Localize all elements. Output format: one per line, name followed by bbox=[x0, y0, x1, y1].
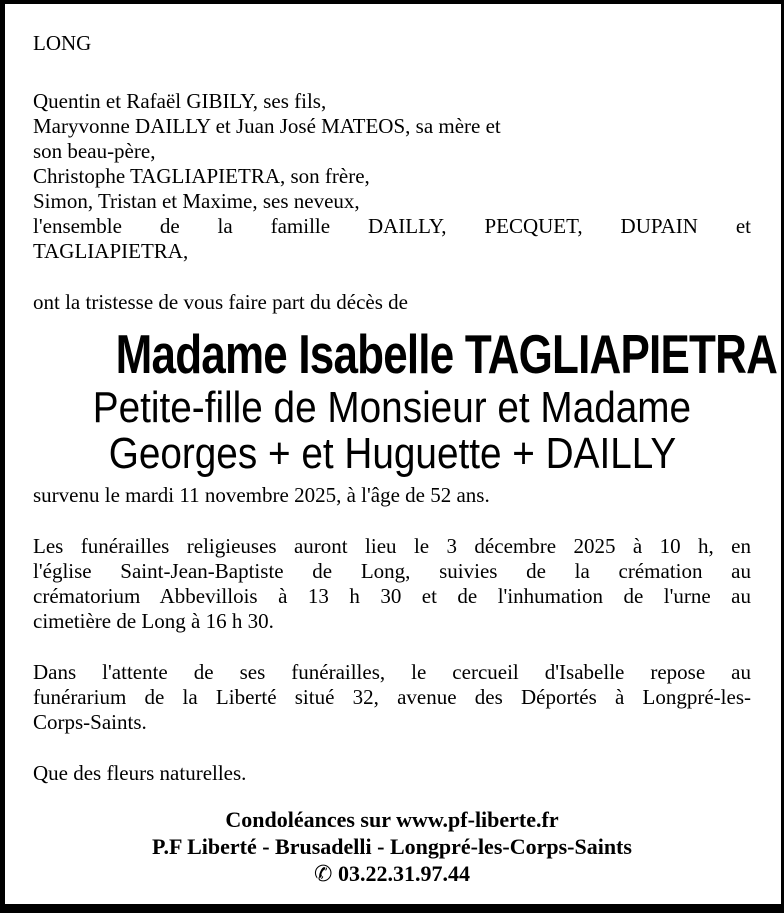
deceased-name-title bbox=[33, 323, 778, 385]
funeral-paragraph bbox=[33, 534, 751, 634]
text-line: Dans l'attente de ses funérailles, le cercueil d'Isabelle repose au bbox=[33, 660, 751, 684]
phone-icon: ✆ bbox=[314, 862, 333, 887]
text-line: son beau-père, bbox=[33, 139, 156, 163]
text-line: Corps-Saints. bbox=[33, 710, 147, 734]
text-line bbox=[33, 431, 751, 477]
repose-paragraph bbox=[33, 660, 751, 735]
text-line: TAGLIAPIETRA, bbox=[33, 239, 189, 263]
text-line: Christophe TAGLIAPIETRA, son frère, bbox=[33, 164, 370, 188]
text-line: Simon, Tristan et Maxime, ses neveux, bbox=[33, 189, 360, 213]
phone-number: 03.22.31.97.44 bbox=[337, 861, 470, 886]
condolences-line: Condoléances sur www.pf-liberte.fr bbox=[225, 807, 559, 832]
subtitle-block bbox=[33, 385, 751, 477]
death-date-line: survenu le mardi 11 novembre 2025, à l'âge de 52 ans. bbox=[33, 483, 490, 507]
text-line: crématorium Abbevillois à 13 h 30 et de l'inhumation de l'urne au bbox=[33, 584, 751, 608]
phone-line bbox=[33, 860, 751, 888]
intro-line: ont la tristesse de vous faire part du décès de bbox=[33, 290, 408, 314]
deceased-name-text: Madame Isabelle TAGLIAPIETRA bbox=[115, 323, 778, 385]
text-line-inner: Petite-fille de Monsieur et Madame bbox=[92, 383, 692, 432]
text-line: cimetière de Long à 16 h 30. bbox=[33, 609, 274, 633]
text-line bbox=[33, 385, 751, 431]
text-line: Maryvonne DAILLY et Juan José MATEOS, sa mère et bbox=[33, 114, 501, 138]
funeral-home-line: P.F Liberté - Brusadelli - Longpré-les-Corps-Saints bbox=[152, 834, 632, 859]
text-line: funérarium de la Liberté situé 32, avenue des Déportés à Longpré-les- bbox=[33, 685, 751, 709]
family-list bbox=[33, 89, 751, 264]
notice-content bbox=[5, 4, 781, 904]
city-title: LONG bbox=[33, 31, 92, 55]
text-line: Quentin et Rafaël GIBILY, ses fils, bbox=[33, 89, 327, 113]
footer bbox=[33, 806, 751, 888]
text-line: Les funérailles religieuses auront lieu le 3 décembre 2025 à 10 h, en bbox=[33, 534, 751, 558]
text-line: l'église Saint-Jean-Baptiste de Long, suivies de la crémation au bbox=[33, 559, 751, 583]
text-line: l'ensemble de la famille DAILLY, PECQUET, DUPAIN et bbox=[33, 214, 751, 238]
flowers-line: Que des fleurs naturelles. bbox=[33, 761, 247, 785]
text-line-inner: Georges + et Huguette + DAILLY bbox=[108, 429, 676, 478]
